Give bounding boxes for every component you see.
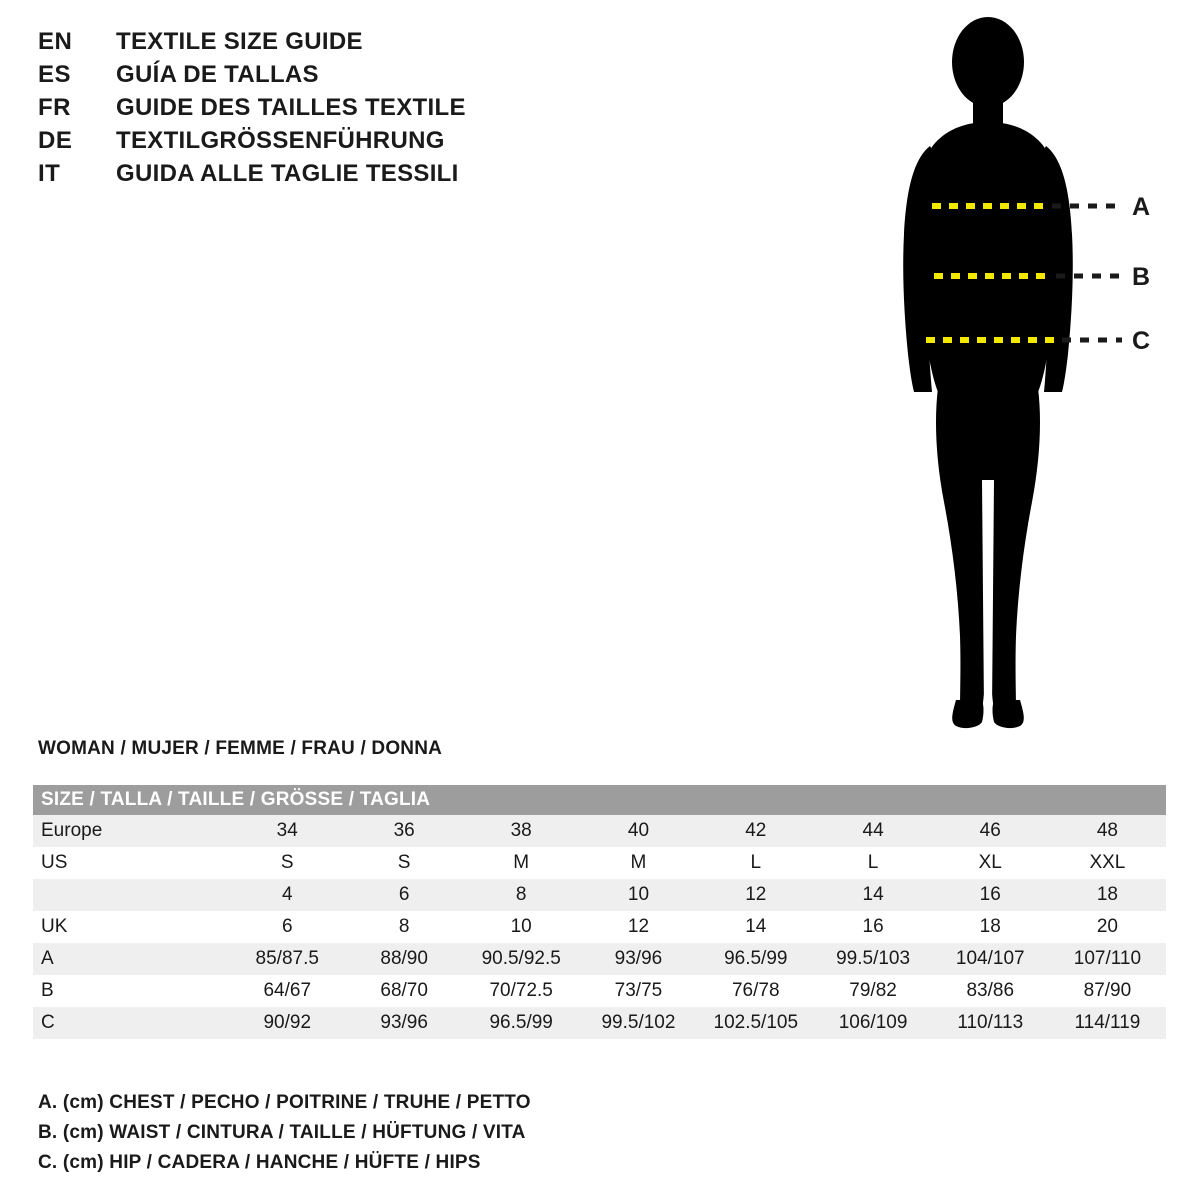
cell-c-2: 96.5/99 bbox=[463, 1007, 580, 1039]
cell-europe-5: 44 bbox=[814, 815, 931, 847]
legend-line-c: C. (cm) HIP / CADERA / HANCHE / HÜFTE / HIPS bbox=[38, 1152, 481, 1173]
cell-b-7: 87/90 bbox=[1049, 975, 1166, 1007]
cell-uk-1: 8 bbox=[346, 911, 463, 943]
cell-us-7: XXL bbox=[1049, 847, 1166, 879]
cell-b-1: 68/70 bbox=[346, 975, 463, 1007]
cell-c-7: 114/119 bbox=[1049, 1007, 1166, 1039]
marker-label-b: B bbox=[1132, 263, 1151, 291]
cell-b-2: 70/72.5 bbox=[463, 975, 580, 1007]
cell-c-5: 106/109 bbox=[814, 1007, 931, 1039]
title-row-en bbox=[38, 28, 558, 61]
cell-uk-4: 14 bbox=[697, 911, 814, 943]
cell-europe-2: 38 bbox=[463, 815, 580, 847]
title-text-en: TEXTILE SIZE GUIDE bbox=[116, 28, 363, 55]
cell-a-5: 99.5/103 bbox=[814, 943, 931, 975]
cell-c-0: 90/92 bbox=[229, 1007, 346, 1039]
cell-a-4: 96.5/99 bbox=[697, 943, 814, 975]
row-label-a: A bbox=[33, 943, 229, 975]
table-row bbox=[33, 975, 1166, 1007]
table-header-row bbox=[33, 785, 1166, 815]
table-row bbox=[33, 879, 1166, 911]
title-block bbox=[38, 28, 558, 193]
cell-usnum-6: 16 bbox=[932, 879, 1049, 911]
cell-b-6: 83/86 bbox=[932, 975, 1049, 1007]
cell-a-7: 107/110 bbox=[1049, 943, 1166, 975]
female-silhouette-icon bbox=[860, 10, 1190, 740]
table-row bbox=[33, 943, 1166, 975]
cell-uk-3: 12 bbox=[580, 911, 697, 943]
table-header-label: SIZE / TALLA / TAILLE / GRÖSSE / TAGLIA bbox=[33, 785, 1166, 815]
title-text-de: TEXTILGRÖSSENFÜHRUNG bbox=[116, 127, 445, 154]
cell-usnum-7: 18 bbox=[1049, 879, 1166, 911]
cell-europe-1: 36 bbox=[346, 815, 463, 847]
title-text-es: GUÍA DE TALLAS bbox=[116, 61, 319, 88]
table-row bbox=[33, 1007, 1166, 1039]
title-row-fr bbox=[38, 94, 558, 127]
table-row bbox=[33, 911, 1166, 943]
cell-europe-4: 42 bbox=[697, 815, 814, 847]
cell-europe-0: 34 bbox=[229, 815, 346, 847]
cell-usnum-4: 12 bbox=[697, 879, 814, 911]
cell-a-6: 104/107 bbox=[932, 943, 1049, 975]
cell-us-6: XL bbox=[932, 847, 1049, 879]
table-row bbox=[33, 847, 1166, 879]
marker-label-c: C bbox=[1132, 327, 1151, 355]
cell-usnum-0: 4 bbox=[229, 879, 346, 911]
row-label-us: US bbox=[33, 847, 229, 879]
marker-label-a: A bbox=[1132, 193, 1151, 221]
cell-usnum-2: 8 bbox=[463, 879, 580, 911]
row-label-b: B bbox=[33, 975, 229, 1007]
cell-c-4: 102.5/105 bbox=[697, 1007, 814, 1039]
title-lang-es: ES bbox=[38, 61, 72, 88]
cell-us-4: L bbox=[697, 847, 814, 879]
cell-usnum-5: 14 bbox=[814, 879, 931, 911]
size-table bbox=[33, 785, 1166, 1039]
legend bbox=[38, 1088, 738, 1178]
cell-us-1: S bbox=[346, 847, 463, 879]
cell-us-2: M bbox=[463, 847, 580, 879]
cell-b-0: 64/67 bbox=[229, 975, 346, 1007]
cell-europe-6: 46 bbox=[932, 815, 1049, 847]
cell-us-3: M bbox=[580, 847, 697, 879]
row-label-uk: UK bbox=[33, 911, 229, 943]
cell-us-5: L bbox=[814, 847, 931, 879]
cell-c-3: 99.5/102 bbox=[580, 1007, 697, 1039]
legend-line-a: A. (cm) CHEST / PECHO / POITRINE / TRUHE / PETTO bbox=[38, 1092, 531, 1113]
title-lang-fr: FR bbox=[38, 94, 71, 121]
title-text-fr: GUIDE DES TAILLES TEXTILE bbox=[116, 94, 466, 121]
cell-uk-2: 10 bbox=[463, 911, 580, 943]
figure-area bbox=[860, 10, 1190, 740]
table-row bbox=[33, 815, 1166, 847]
cell-uk-0: 6 bbox=[229, 911, 346, 943]
row-label-us-numeric bbox=[33, 879, 229, 911]
cell-a-3: 93/96 bbox=[580, 943, 697, 975]
cell-us-0: S bbox=[229, 847, 346, 879]
cell-usnum-1: 6 bbox=[346, 879, 463, 911]
title-lang-it: IT bbox=[38, 160, 61, 187]
cell-europe-7: 48 bbox=[1049, 815, 1166, 847]
cell-c-1: 93/96 bbox=[346, 1007, 463, 1039]
cell-uk-5: 16 bbox=[814, 911, 931, 943]
cell-c-6: 110/113 bbox=[932, 1007, 1049, 1039]
row-label-europe: Europe bbox=[33, 815, 229, 847]
title-text-it: GUIDA ALLE TAGLIE TESSILI bbox=[116, 160, 459, 187]
title-row-de bbox=[38, 127, 558, 160]
cell-b-3: 73/75 bbox=[580, 975, 697, 1007]
legend-line-b: B. (cm) WAIST / CINTURA / TAILLE / HÜFTUNG / VITA bbox=[38, 1122, 526, 1143]
row-label-c: C bbox=[33, 1007, 229, 1039]
cell-a-1: 88/90 bbox=[346, 943, 463, 975]
cell-b-4: 76/78 bbox=[697, 975, 814, 1007]
cell-a-2: 90.5/92.5 bbox=[463, 943, 580, 975]
title-lang-en: EN bbox=[38, 28, 73, 55]
cell-uk-7: 20 bbox=[1049, 911, 1166, 943]
cell-usnum-3: 10 bbox=[580, 879, 697, 911]
title-row-es bbox=[38, 61, 558, 94]
cell-a-0: 85/87.5 bbox=[229, 943, 346, 975]
section-caption: WOMAN / MUJER / FEMME / FRAU / DONNA bbox=[38, 738, 443, 759]
title-row-it bbox=[38, 160, 558, 193]
cell-b-5: 79/82 bbox=[814, 975, 931, 1007]
cell-uk-6: 18 bbox=[932, 911, 1049, 943]
cell-europe-3: 40 bbox=[580, 815, 697, 847]
title-lang-de: DE bbox=[38, 127, 73, 154]
